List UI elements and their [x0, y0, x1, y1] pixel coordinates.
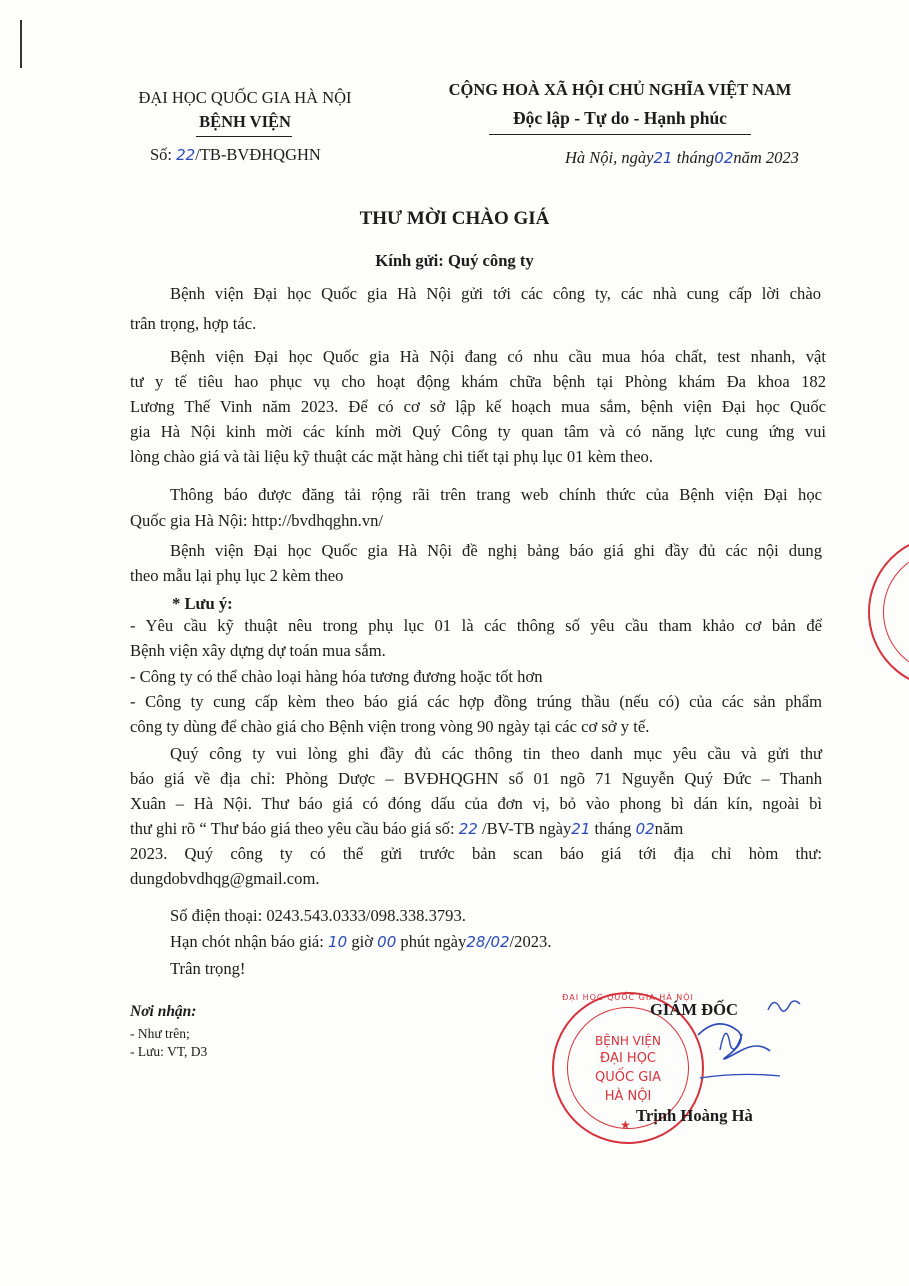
note-title: * Lưu ý:: [172, 594, 233, 613]
p1-line2: trân trọng, hợp tác.: [130, 314, 257, 333]
request-month-handwritten: 02: [635, 820, 655, 838]
stamp-line-1: BỆNH VIỆN: [595, 1034, 661, 1048]
recipient-2: - Lưu: VT, D3: [130, 1044, 208, 1059]
partial-stamp-edge: [868, 535, 909, 689]
p3-line2: Quốc gia Hà Nội: http://bvdhqghn.vn/: [130, 511, 384, 530]
deadline-hour-handwritten: 10: [328, 933, 348, 951]
org-underline: [196, 136, 292, 137]
note2: - Công ty có thể chào loại hàng hóa tương đương hoặc tốt hơn: [130, 667, 543, 686]
stamp-line-3: QUỐC GIA: [595, 1070, 661, 1085]
motto-underline: [489, 134, 751, 135]
p2-line2: tư y tế tiêu hao phục vụ cho hoạt động khám chữa bệnh tại Phòng khám Đa khoa 182: [130, 372, 826, 391]
closing: Trân trọng!: [170, 959, 246, 978]
ref-number-handwritten: 22: [176, 146, 196, 164]
salutation: Kính gửi: Quý công ty: [375, 251, 534, 270]
note3-line1: - Công ty cung cấp kèm theo báo giá các hợp đồng trúng thầu (nếu có) của các sản phẩm: [130, 692, 822, 711]
org-name: BỆNH VIỆN: [199, 112, 291, 131]
note3-line2: công ty dùng để chào giá cho Bệnh viện trong vòng 90 ngày tại các cơ sở y tế.: [130, 717, 650, 736]
p5-line2: báo giá về địa chỉ: Phòng Dược – BVĐHQGHN số 01 ngõ 71 Nguyễn Quý Đức – Thanh: [130, 769, 822, 788]
nation-title: CỘNG HOÀ XÃ HỘI CHỦ NGHĨA VIỆT NAM: [448, 80, 792, 99]
p3-line1: Thông báo được đăng tải rộng rãi trên trang web chính thức của Bệnh viện Đại học: [170, 485, 822, 504]
deadline-date-handwritten: 28/02: [466, 933, 510, 951]
p2-line4: gia Hà Nội kinh mời các kính mời Quý Công ty quan tâm và có năng lực cung ứng vui: [130, 422, 826, 441]
p4-line2: theo mẫu lại phụ lục 2 kèm theo: [130, 566, 344, 585]
org-parent: ĐẠI HỌC QUỐC GIA HÀ NỘI: [138, 88, 352, 107]
deadline: Hạn chót nhận báo giá: 10 giờ 00 phút ngày28/02/2023.: [170, 932, 552, 951]
reference-number: Số: 22/TB-BVĐHQGHN: [150, 145, 321, 164]
p1-line1: Bệnh viện Đại học Quốc gia Hà Nội gửi tới các công ty, các nhà cung cấp lời chào: [170, 284, 821, 303]
note1-line1: - Yêu cầu kỹ thuật nêu trong phụ lục 01 là các thông số yêu cầu tham khảo cơ bản để: [130, 616, 822, 635]
p5-line1: Quý công ty vui lòng ghi đầy đủ các thông tin theo danh mục yêu cầu và gửi thư: [170, 744, 822, 763]
p5-line3: Xuân – Hà Nội. Thư báo giá có đóng dấu của đơn vị, bỏ vào phong bì dán kín, ngoài bì: [130, 794, 822, 813]
signer-position: GIÁM ĐỐC: [650, 1000, 739, 1019]
document-date: Hà Nội, ngày21 tháng02năm 2023: [565, 148, 799, 167]
document-title: THƯ MỜI CHÀO GIÁ: [359, 208, 550, 229]
request-number-handwritten: 22: [458, 820, 478, 838]
recipients-title: Nơi nhận:: [130, 1003, 197, 1020]
p2-line1: Bệnh viện Đại học Quốc gia Hà Nội đang có nhu cầu mua hóa chất, test nhanh, vật: [170, 347, 826, 366]
stamp-star-icon: ★: [620, 1118, 631, 1132]
note1-line2: Bệnh viện xây dựng dự toán mua sắm.: [130, 641, 386, 660]
scan-mark: [20, 20, 22, 68]
p2-line3: Lương Thế Vinh năm 2023. Để có cơ sở lập kế hoạch mua sắm, bệnh viện Đại học Quốc: [130, 397, 826, 416]
date-month-handwritten: 02: [714, 149, 734, 167]
recipient-1: - Như trên;: [130, 1026, 190, 1041]
stamp-line-2: ĐẠI HỌC: [599, 1051, 657, 1066]
stamp-line-4: HÀ NỘI: [604, 1089, 652, 1104]
p5-line5: 2023. Quý công ty có thể gửi trước bản scan báo giá tới địa chỉ hòm thư:: [130, 844, 822, 863]
p4-line1: Bệnh viện Đại học Quốc gia Hà Nội đề nghị bảng báo giá ghi đầy đủ các nội dung: [170, 541, 822, 560]
motto: Độc lập - Tự do - Hạnh phúc: [513, 108, 727, 128]
stamp-ring-text: ĐẠI HỌC QUỐC GIA HÀ NỘI: [562, 993, 694, 1002]
deadline-minute-handwritten: 00: [377, 933, 397, 951]
date-day-handwritten: 21: [653, 149, 673, 167]
signature-scribble: [690, 980, 810, 1090]
signer-name: Trịnh Hoàng Hà: [636, 1106, 753, 1125]
request-day-handwritten: 21: [571, 820, 591, 838]
p5-line4: thư ghi rõ “ Thư báo giá theo yêu cầu báo giá số: 22 /BV-TB ngày21 tháng 02năm: [130, 819, 684, 838]
phone-number: Số điện thoại: 0243.543.0333/098.338.3793.: [170, 906, 466, 925]
p2-line5: lòng chào giá và tài liệu kỹ thuật các mặt hàng chi tiết tại phụ lục 01 kèm theo.: [130, 447, 654, 466]
contact-email: dungdobvdhqg@gmail.com.: [130, 869, 320, 888]
